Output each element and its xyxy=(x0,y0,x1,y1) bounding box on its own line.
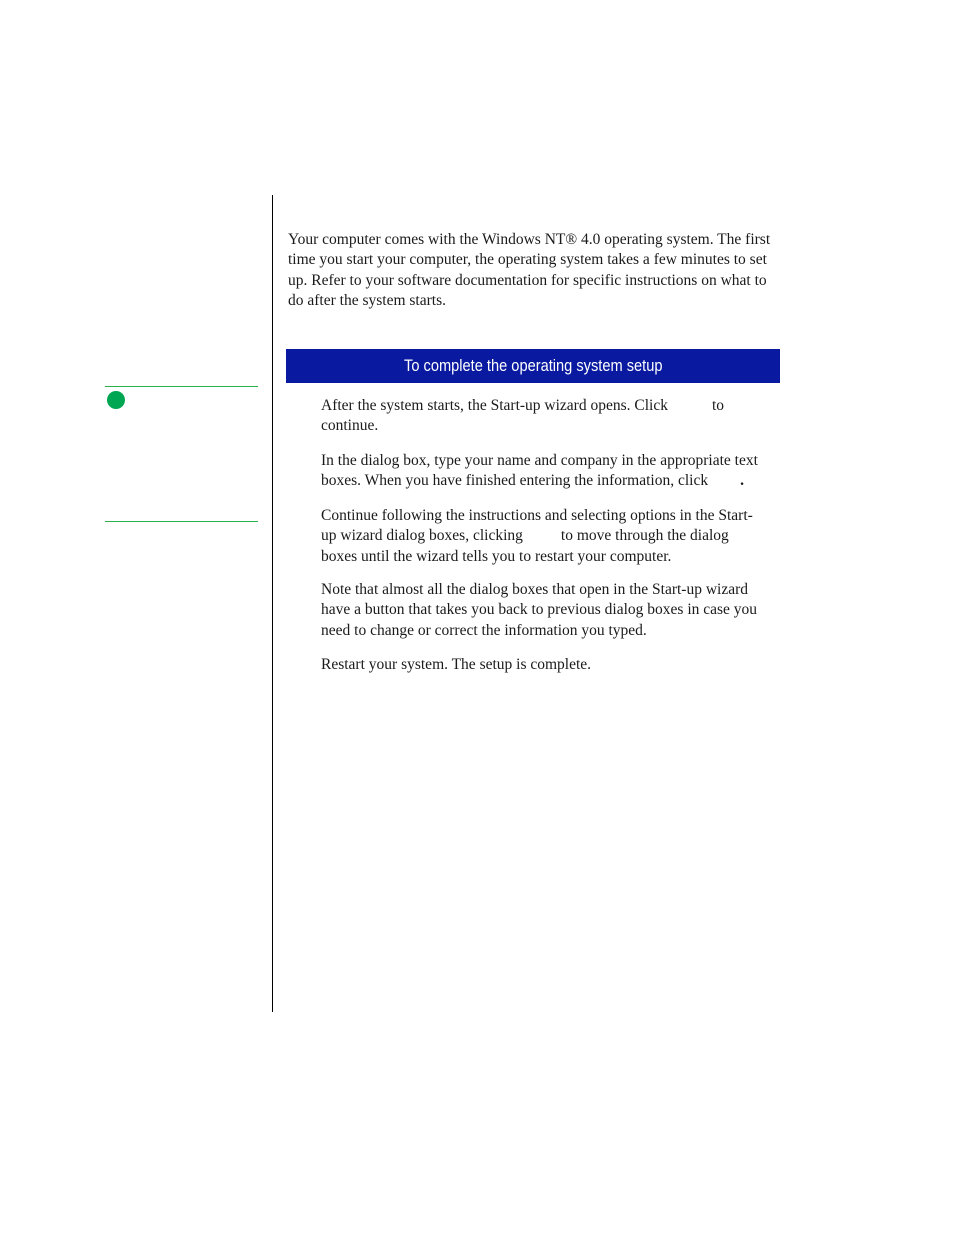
step-3-line-2: up wizard dialog boxes, clicking xyxy=(321,527,523,545)
note-bullet-icon xyxy=(107,391,125,409)
step-3-line-3: boxes until the wizard tells you to restart your computer. xyxy=(321,547,672,565)
section-heading: To complete the operating system setup xyxy=(403,356,663,375)
step-1 xyxy=(321,396,781,437)
step-3-line-2-end: to move through the dialog xyxy=(560,527,729,545)
step-1-text-end: to xyxy=(711,397,725,414)
intro-paragraph: Your computer comes with the Windows NT® 4.0 operating system. The first time you start your computer, the operating system takes a few minutes to set up. Refer to your software documentation for specific instructions on what to do after the system starts. xyxy=(288,231,771,310)
step-2-period: . xyxy=(740,472,744,490)
step-2 xyxy=(321,451,781,492)
note-bottom-rule xyxy=(105,521,258,522)
note-top-rule xyxy=(105,386,258,387)
step-2-text: In the dialog box, type your name and company in the appropriate text boxes. When you have finished entering the information, click xyxy=(321,452,758,490)
step-3 xyxy=(321,506,781,567)
section-heading-banner xyxy=(286,349,780,383)
margin-divider xyxy=(272,195,273,1012)
step-1-text: After the system starts, the Start-up wizard opens. Click xyxy=(321,397,668,414)
step-1-continue: continue. xyxy=(321,417,379,435)
step-3-line-1: Continue following the instructions and selecting options in the Start- xyxy=(321,507,753,524)
step-5: Restart your system. The setup is complete. xyxy=(321,656,592,673)
step-4: Note that almost all the dialog boxes that open in the Start-up wizard have a button that takes you back to previous dialog boxes in case you need to change or correct the information you typed. xyxy=(321,581,758,639)
